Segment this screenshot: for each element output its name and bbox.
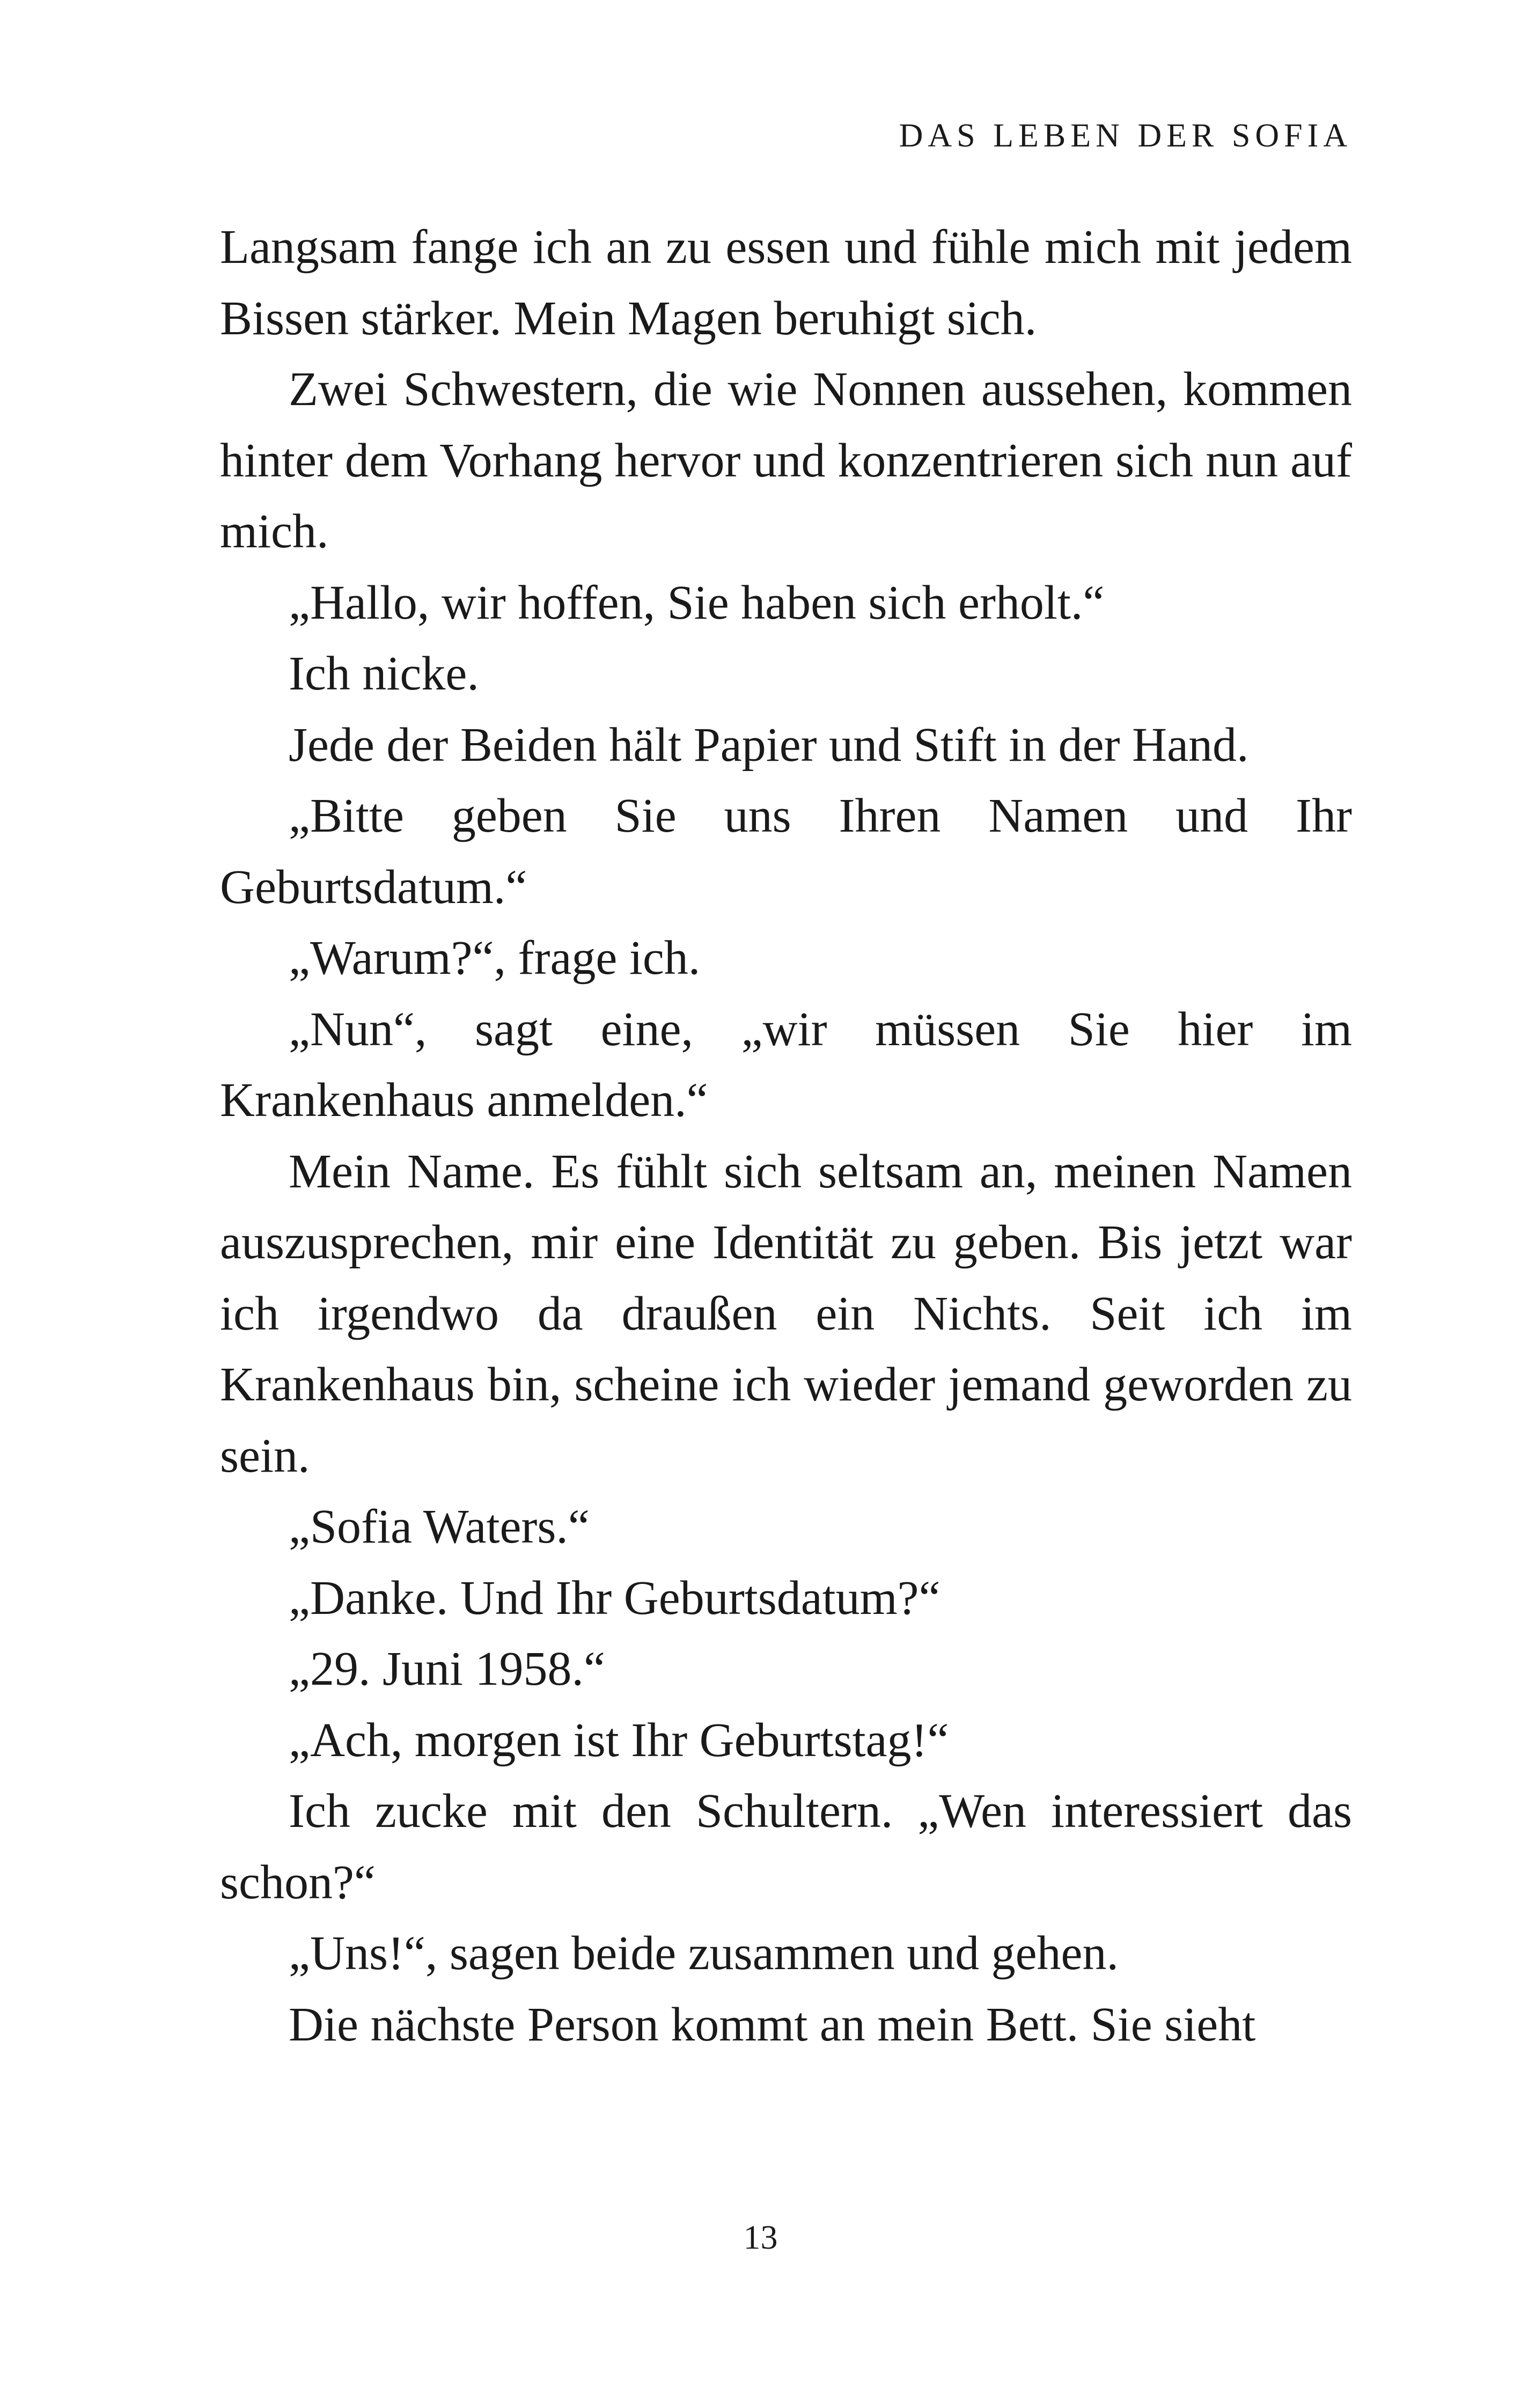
paragraph: „Sofia Waters.“ xyxy=(289,1500,590,1553)
paragraph: „29. Juni 1958.“ xyxy=(289,1642,605,1695)
body-text xyxy=(220,212,1352,2060)
paragraph: „Nun“, sagt eine, „wir müssen Sie hier im Krankenhaus anmelden.“ xyxy=(220,1002,1352,1127)
paragraph: „Ach, morgen ist Ihr Geburtstag!“ xyxy=(289,1713,949,1767)
paragraph: Mein Name. Es fühlt sich seltsam an, meinen Namen auszusprechen, mir eine Identität zu geben. Bis jetzt war ich irgendwo da draußen ein Nichts. Seit ich im Krankenhaus bin, scheine ich wieder jemand geworden zu sein. xyxy=(220,1144,1352,1482)
paragraph: „Danke. Und Ihr Geburtsdatum?“ xyxy=(289,1571,940,1625)
paragraph: „Bitte geben Sie uns Ihren Namen und Ihr Geburtsdatum.“ xyxy=(220,789,1352,914)
paragraph: „Warum?“, frage ich. xyxy=(289,931,701,985)
paragraph: Die nächste Person kommt an mein Bett. Sie sieht xyxy=(289,1998,1256,2051)
paragraph: Ich zucke mit den Schultern. „Wen interessiert das schon?“ xyxy=(220,1785,1352,1909)
running-head: DAS LEBEN DER SOFIA xyxy=(899,118,1352,154)
page-number: 13 xyxy=(743,2218,778,2256)
paragraph: Langsam fange ich an zu essen und fühle mich mit jedem Bissen stärker. Mein Magen beruhigt sich. xyxy=(220,221,1352,345)
paragraph: „Uns!“, sagen beide zusammen und gehen. xyxy=(289,1927,1119,1980)
paragraph: Ich nicke. xyxy=(289,647,479,700)
paragraph: Jede der Beiden hält Papier und Stift in der Hand. xyxy=(289,718,1249,772)
paragraph: „Hallo, wir hoffen, Sie haben sich erholt.“ xyxy=(289,576,1105,629)
paragraph: Zwei Schwestern, die wie Nonnen aussehen, kommen hinter dem Vorhang hervor und konzentrieren sich nun auf mich. xyxy=(220,363,1352,558)
